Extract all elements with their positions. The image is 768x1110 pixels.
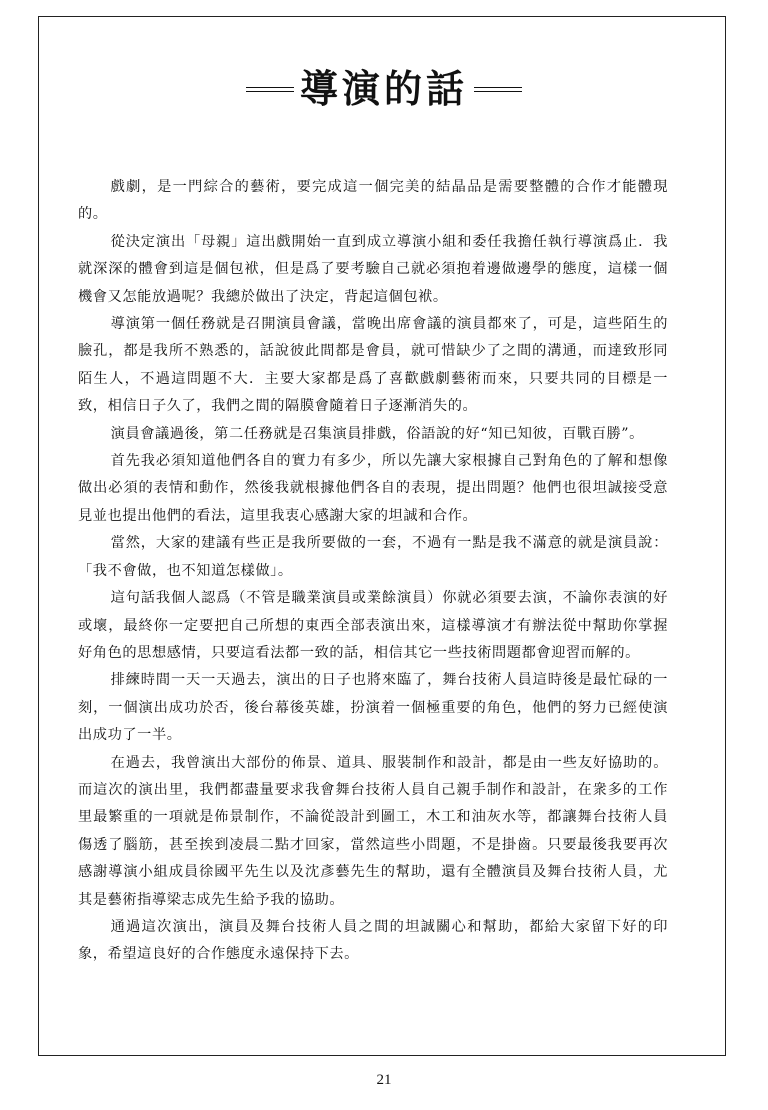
- paragraph: 當然，大家的建議有些正是我所要做的一套，不過有一點是我不滿意的就是演員說：「我不會做，也不知道怎樣做」。: [78, 535, 668, 579]
- paragraph: 從決定演出「母親」這出戲開始一直到成立導演小組和委任我擔任執行導演爲止．我就深深的體會到這是個包袱，但是爲了要考驗自己就必須抱着邊做邊學的態度，這樣一個機會又怎能放過呢？我總於做出了決定，背起這個包袱。: [78, 233, 668, 305]
- page-number: 21: [376, 1072, 392, 1088]
- paragraph: 在過去，我曾演出大部份的佈景、道具、服裝制作和設計，都是由一些友好協助的。而這次的演出里，我們都盡量要求我會舞台技術人員自己親手制作和設計，在衆多的工作里最繁重的一項就是佈景制作，不論從設計到圖工，木工和油灰水等，都讓舞台技術人員傷透了腦筋，甚至挨到凌晨二點才回家，當然這些小問題，不是掛齒。只要最後我要再次感謝導演小組成員徐國平先生以及沈彥藝先生的幫助，還有全體演員及舞台技術人員，尤其是藝術指導梁志成先生給予我的協助。: [78, 754, 668, 908]
- paragraph: 這句話我個人認爲（不管是職業演員或業餘演員）你就必須要去演，不論你表演的好或壞，最終你一定要把自己所想的東西全部表演出來，這樣導演才有辦法從中幫助你掌握好角色的思想感情，只要這看法都一致的話，相信其它一些技術問題都會迎習而解的。: [78, 590, 668, 661]
- title-block: [0, 50, 768, 120]
- paragraph: 戲劇，是一門綜合的藝術，要完成這一個完美的結晶品是需要整體的合作才能體現的。: [78, 179, 668, 223]
- paragraph: 排練時間一天一天過去，演出的日子也將來臨了，舞台技術人員這時後是最忙碌的一刻，一個演出成功於否，後台幕後英雄，扮演着一個極重要的角色，他們的努力已經使演出成功了一半。: [78, 672, 668, 744]
- title-rule-left: [246, 87, 294, 92]
- paragraph: 導演第一個任務就是召開演員會議，當晚出席會議的演員都來了，可是，這些陌生的臉孔，都是我所不熟悉的，話說彼此間都是會員，就可惜缺少了之間的溝通，而達致形同陌生人，不過這問題不大．主要大家都是爲了喜歡戲劇藝術而來，只要共同的目標是一致，相信日子久了，我們之間的隔膜會隨着日子逐漸消失的。: [78, 316, 668, 415]
- article-body: [78, 174, 668, 969]
- page-title: 導演的話: [299, 66, 468, 111]
- paragraph: 通過這次演出，演員及舞台技術人員之間的坦誠關心和幫助，都給大家留下好的印象，希望這良好的合作態度永遠保持下去。: [78, 918, 668, 963]
- paragraph: 首先我必須知道他們各自的實力有多少，所以先讓大家根據自己對角色的了解和想像做出必須的表情和動作，然後我就根據他們各自的表現，提出問題？他們也很坦誠接受意見並也提出他們的看法，這里我衷心感謝大家的坦誠和合作。: [78, 453, 668, 524]
- title-rule-right: [474, 87, 522, 92]
- paragraph: 演員會議過後，第二任務就是召集演員排戲，俗語說的好“知已知彼，百戰百勝”。: [110, 425, 644, 442]
